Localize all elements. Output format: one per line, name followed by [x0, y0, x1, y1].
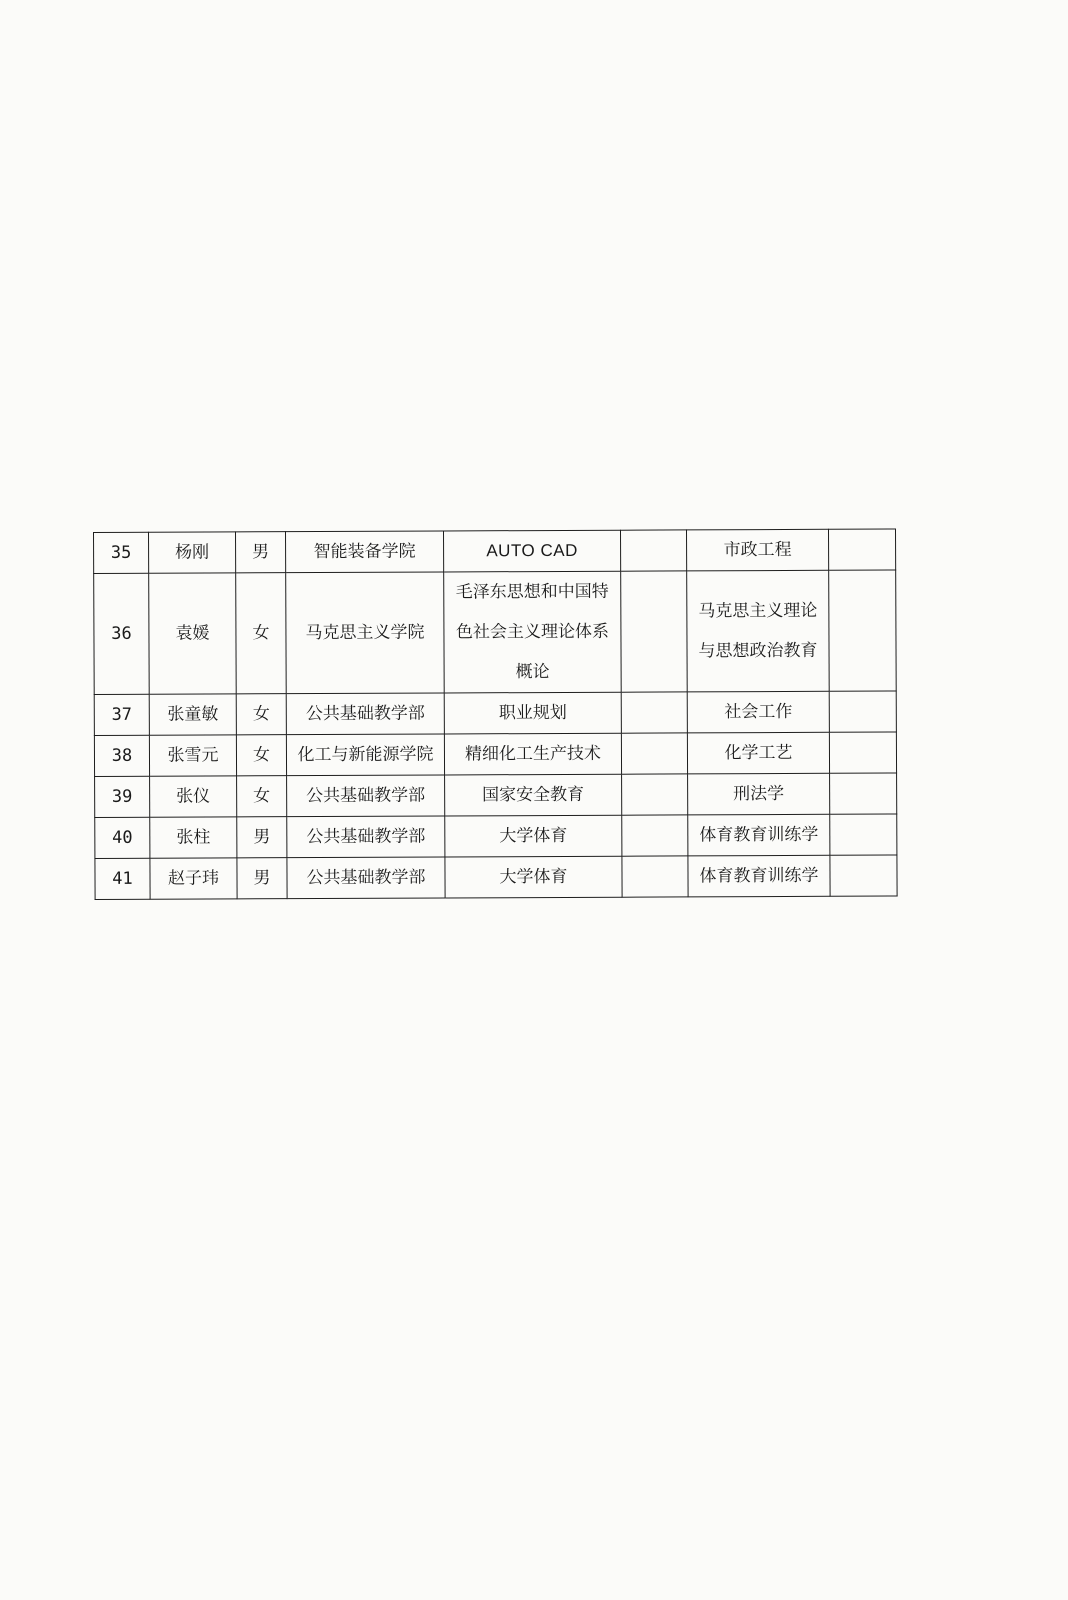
cell-major: 体育教育训练学 [688, 855, 830, 897]
cell-extra1 [622, 856, 688, 897]
cell-gender: 女 [236, 573, 287, 694]
cell-course: AUTO CAD [443, 530, 620, 572]
cell-course: 大学体育 [445, 815, 622, 857]
table-row [94, 529, 896, 573]
cell-dept: 公共基础教学部 [287, 816, 445, 858]
cell-name: 张雪元 [149, 735, 236, 776]
cell-no: 40 [95, 817, 150, 858]
cell-dept: 智能装备学院 [286, 531, 444, 573]
table-row [94, 570, 897, 694]
cell-course: 职业规划 [444, 692, 621, 734]
cell-course: 精细化工生产技术 [444, 733, 621, 775]
cell-no: 39 [95, 776, 150, 817]
cell-course: 国家安全教育 [445, 774, 622, 816]
cell-extra2 [830, 855, 897, 896]
cell-name: 张童敏 [149, 694, 236, 735]
cell-no: 36 [94, 573, 150, 694]
cell-no: 38 [94, 735, 149, 776]
cell-name: 赵子玮 [150, 858, 237, 899]
cell-extra2 [829, 691, 896, 732]
cell-gender: 女 [236, 694, 286, 735]
cell-gender: 男 [237, 817, 287, 858]
cell-major: 化学工艺 [687, 732, 829, 774]
cell-major: 市政工程 [686, 529, 828, 571]
cell-major: 社会工作 [687, 691, 829, 733]
cell-dept: 公共基础教学部 [287, 857, 445, 899]
cell-dept: 化工与新能源学院 [286, 734, 444, 776]
cell-name: 张仪 [150, 776, 237, 817]
cell-extra1 [621, 692, 687, 733]
cell-extra2 [830, 773, 897, 814]
cell-gender: 男 [237, 858, 287, 899]
cell-major: 体育教育训练学 [688, 814, 830, 856]
cell-dept: 公共基础教学部 [287, 775, 445, 817]
cell-gender: 男 [236, 532, 286, 573]
table-row [95, 773, 897, 817]
cell-no: 35 [94, 532, 149, 573]
cell-extra1 [622, 774, 688, 815]
cell-name: 袁媛 [149, 573, 237, 694]
cell-major: 刑法学 [688, 773, 830, 815]
cell-course: 毛泽东思想和中国特色社会主义理论体系概论 [444, 571, 622, 693]
table-row [94, 691, 896, 735]
cell-no: 41 [95, 858, 150, 899]
table-row [94, 732, 896, 776]
cell-no: 37 [94, 694, 149, 735]
cell-gender: 女 [237, 776, 287, 817]
cell-extra2 [829, 732, 896, 773]
cell-gender: 女 [236, 735, 286, 776]
cell-name: 杨刚 [149, 532, 236, 573]
cell-course: 大学体育 [445, 856, 622, 898]
table-row [95, 855, 897, 899]
cell-extra1 [621, 733, 687, 774]
cell-extra1 [621, 571, 688, 692]
cell-extra2 [830, 814, 897, 855]
table-row [95, 814, 897, 858]
cell-dept: 马克思主义学院 [286, 572, 445, 694]
cell-extra2 [829, 570, 897, 691]
staff-table [93, 528, 898, 900]
cell-major: 马克思主义理论与思想政治教育 [687, 570, 830, 692]
cell-name: 张柱 [150, 817, 237, 858]
cell-extra2 [828, 529, 895, 570]
cell-extra1 [622, 815, 688, 856]
cell-extra1 [620, 530, 686, 571]
cell-dept: 公共基础教学部 [286, 693, 444, 735]
